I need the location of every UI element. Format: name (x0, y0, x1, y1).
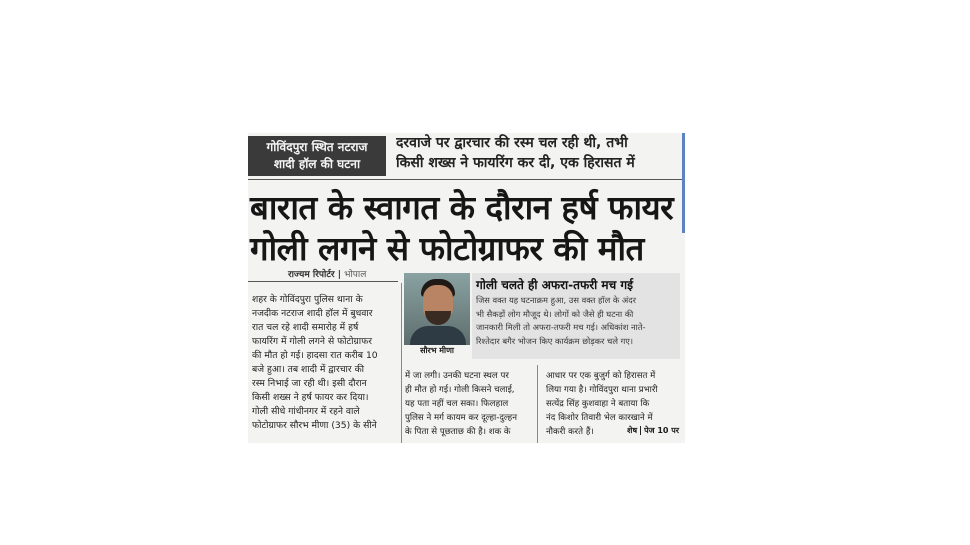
text-line: जिस वक्त यह घटनाक्रम हुआ, उस वक्त हॉल के अंदर (476, 295, 636, 305)
article-column-1 (252, 293, 401, 433)
text-line: रिश्तेदार बगैर भोजन किए कार्यक्रम छोड़कर चले गए। (476, 335, 633, 346)
text-line: यह पता नहीं चल सका। फिलहाल (405, 399, 509, 409)
event-tag-line: शादी हॉल की घटना (273, 157, 361, 171)
strapline-line: किसी शख्स ने फायरिंग कर दी, एक हिरासत में (396, 155, 635, 171)
photographer-photo (404, 273, 470, 345)
event-tag (248, 136, 386, 176)
byline: राज्यम रिपोर्टर | भोपाल (288, 270, 367, 280)
text-line: जानकारी मिली तो अफरा-तफरी मच गई। अधिकांश नाते- (476, 322, 646, 332)
continuation-note (627, 425, 679, 436)
text-line: फोटोग्राफर सौरभ मीणा (35) के सीने (252, 420, 377, 431)
text-line: लिया गया है। गोविंदपुरा थाना प्रभारी (546, 385, 658, 395)
text-line: नौकरी करते हैं। (546, 427, 594, 437)
divider (248, 281, 398, 282)
text-line: फायरिंग में गोली लगने से फोटोग्राफर (252, 336, 372, 347)
photo-caption: सौरभ मीणा (420, 346, 454, 355)
column-separator (537, 365, 538, 443)
text-line: नजदीक नटराज शादी हॉल में बुधवार (252, 308, 373, 319)
text-line: सत्येंद्र सिंह कुशवाहा ने बताया कि (546, 399, 650, 409)
text-line: किसी शख्स ने हर्ष फायर कर दिया। (252, 392, 369, 403)
text-line: आधार पर एक बुजुर्ग को हिरासत में (546, 371, 656, 381)
accent-bar (682, 133, 685, 233)
text-line: में जा लगी। उनकी घटना स्थल पर (405, 371, 509, 381)
sidebar-box (472, 273, 680, 359)
text-line: गोली सीधे गांधीनगर में रहने वाले (252, 406, 360, 417)
text-line: रात चल रहे शादी समारोह में हर्ष (252, 322, 359, 333)
text-line: बजे हुआ। तब शादी में द्वारचार की (252, 364, 365, 375)
article-column-2 (405, 369, 529, 439)
continuation-page: पेज 10 पर (644, 426, 680, 435)
column-separator (401, 283, 402, 443)
headline-line: गोली लगने से फोटोग्राफर की मौत (250, 229, 644, 268)
text-line: शहर के गोविंदपुरा पुलिस थाना के (252, 294, 363, 305)
text-line: के पिता से पूछताछ की है। शक के (405, 427, 511, 437)
strapline-line: दरवाजे पर द्वारचार की रस्म चल रही थी, तभी (396, 135, 628, 151)
divider (248, 179, 682, 180)
byline-reporter: राज्यम रिपोर्टर (288, 270, 335, 280)
event-tag-line: गोविंदपुरा स्थित नटराज (266, 140, 368, 154)
headline-line: बारात के स्वागत के दौरान हर्ष फायर (250, 188, 674, 227)
text-line: की मौत हो गई। हादसा रात करीब 10 (252, 350, 378, 361)
continuation-label: शेष (627, 426, 638, 435)
text-line: रस्म निभाई जा रही थी। इसी दौरान (252, 378, 367, 389)
headline (250, 187, 682, 269)
sidebar-box-title: गोली चलते ही अफरा-तफरी मच गई (476, 278, 634, 292)
text-line: ही मौत हो गई। गोली किसने चलाई, (405, 385, 515, 395)
text-line: पुलिस ने मर्ग कायम कर दूल्हा-दुल्हन (405, 413, 517, 423)
sidebar-box-body (476, 294, 678, 348)
text-line: भी सैकड़ों लोग मौजूद थे। लोगों को जैसे ही घटना की (476, 308, 634, 319)
text-line: नंद किशोर तिवारी भेल कारखाने में (546, 413, 653, 423)
newspaper-clipping (248, 133, 685, 443)
byline-location: भोपाल (344, 270, 367, 280)
strapline (396, 133, 680, 173)
